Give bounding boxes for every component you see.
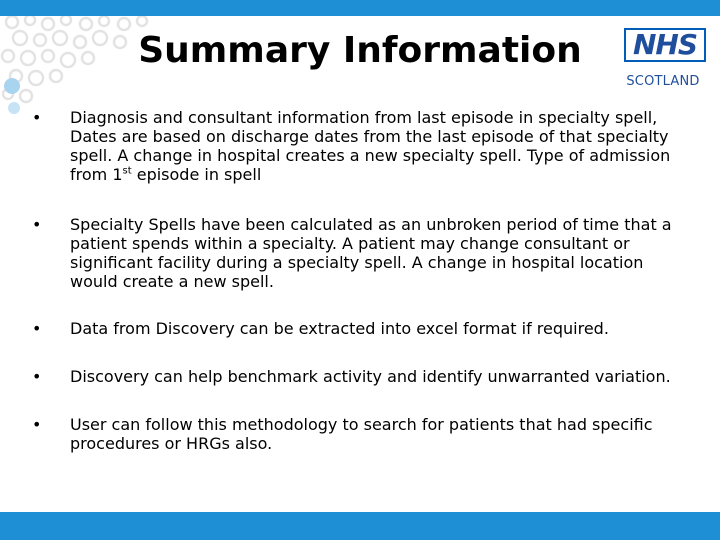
bullet-text-part: Diagnosis and consultant information from last episode in specialty spell, Dates are based on discharge dates from the last episode of that specialty spell. A change in hospital creates a new specialty spell. Type of admission from 1 (70, 108, 671, 184)
slide-title: Summary Information (138, 30, 582, 71)
nhs-logo-text: NHS (632, 28, 698, 61)
bullet-item-spell-info (32, 108, 692, 184)
bullet-text: Data from Discovery can be extracted into excel format if required. (70, 319, 609, 338)
bullet-marker: • (32, 108, 42, 127)
bullet-item-benchmark (32, 367, 692, 386)
bullet-marker: • (32, 319, 42, 338)
bullet-text: User can follow this methodology to search for patients that had specific procedures or HRGs also. (70, 415, 653, 453)
nhs-logo-box (624, 28, 706, 62)
bullet-superscript: st (122, 165, 132, 177)
top-accent-bar (0, 0, 720, 16)
bullet-item-excel-export (32, 319, 692, 338)
bullet-list (32, 108, 692, 453)
bullet-text (70, 108, 670, 184)
bullet-marker: • (32, 367, 42, 386)
bullet-item-methodology (32, 415, 692, 453)
nhs-scotland-logo (618, 24, 708, 92)
scotland-logo-text: SCOTLAND (626, 74, 700, 89)
bullet-text-part: episode in spell (131, 165, 262, 184)
bottom-accent-bar (0, 512, 720, 540)
bullet-marker: • (32, 215, 42, 234)
bullet-item-specialty-spells (32, 215, 692, 291)
bullet-text: Discovery can help benchmark activity and identify unwarranted variation. (70, 367, 671, 386)
bullet-marker: • (32, 415, 42, 434)
bullet-text: Specialty Spells have been calculated as an unbroken period of time that a patient spends within a specialty. A patient may change consultant or significant facility during a specialty spell. A change in hospital location would create a new spell. (70, 215, 672, 291)
